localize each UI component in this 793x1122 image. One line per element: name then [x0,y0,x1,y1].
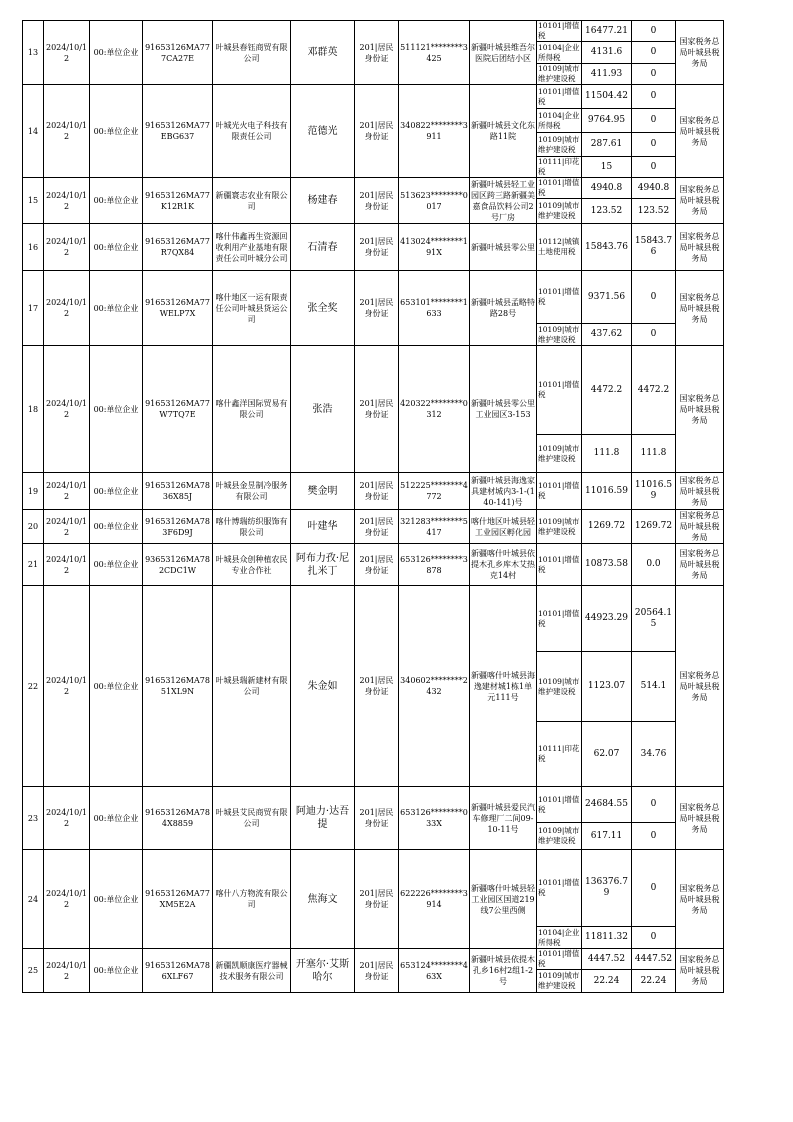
id-type-cell: 201|居民身份证 [355,787,399,850]
tax-type-cell: 10109|城市维护建设税 [537,970,582,993]
table-row [23,787,724,823]
tax-due-cell: 1269.72 [632,510,676,544]
tax-authority-cell: 国家税务总局叶城县税务局 [676,510,724,544]
tax-amount-cell: 24684.55 [582,787,632,823]
tax-due-cell: 0 [632,927,676,949]
id-number-cell: 653124********463X [399,949,470,993]
unit-type-cell: 00:单位企业 [90,586,143,787]
tax-amount-cell: 4131.6 [582,42,632,64]
tax-type-cell: 10109|城市维护建设税 [537,435,582,473]
responsible-person-cell: 阿迪力·达吾提 [291,787,355,850]
date-cell: 2024/10/12 [44,21,90,85]
id-number-cell: 653126********3878 [399,544,470,586]
address-cell: 新疆叶城县零公里 [470,224,537,271]
tax-type-cell: 10101|增值税 [537,178,582,199]
date-cell: 2024/10/12 [44,271,90,346]
company-name-cell: 叶城光火电子科技有限责任公司 [213,85,291,178]
date-cell: 2024/10/12 [44,178,90,224]
unit-type-cell: 00:单位企业 [90,21,143,85]
tax-amount-cell: 62.07 [582,722,632,787]
tax-due-cell: 123.52 [632,199,676,224]
tax-type-cell: 10101|增值税 [537,949,582,970]
tax-due-cell: 4940.8 [632,178,676,199]
unit-type-cell: 00:单位企业 [90,85,143,178]
tax-type-cell: 10101|增值税 [537,346,582,435]
row-number-cell: 18 [23,346,44,473]
tax-due-cell: 4472.2 [632,346,676,435]
id-type-cell: 201|居民身份证 [355,544,399,586]
tax-due-cell: 0.0 [632,544,676,586]
tax-amount-cell: 15843.76 [582,224,632,271]
table-row [23,510,724,544]
table-row [23,346,724,435]
tax-type-cell: 10109|城市维护建设税 [537,510,582,544]
tax-amount-cell: 44923.29 [582,586,632,652]
unit-type-cell: 00:单位企业 [90,787,143,850]
table-row [23,85,724,109]
tax-amount-cell: 287.61 [582,133,632,157]
responsible-person-cell: 焦海文 [291,850,355,949]
tax-due-cell: 20564.15 [632,586,676,652]
table-row [23,21,724,42]
id-number-cell: 321283********5417 [399,510,470,544]
address-cell: 新疆喀什叶城县轻工业园区国道219线7公里西侧 [470,850,537,949]
tax-due-cell: 0 [632,21,676,42]
credit-code-cell: 91653126MA77W7TQ7E [143,346,213,473]
row-number-cell: 24 [23,850,44,949]
date-cell: 2024/10/12 [44,510,90,544]
tax-amount-cell: 10873.58 [582,544,632,586]
table-row [23,473,724,510]
company-name-cell: 叶城县艾民商贸有限公司 [213,787,291,850]
tax-authority-cell: 国家税务总局叶城县税务局 [676,346,724,473]
tax-authority-cell: 国家税务总局叶城县税务局 [676,544,724,586]
unit-type-cell: 00:单位企业 [90,224,143,271]
tax-due-cell: 0 [632,324,676,346]
tax-due-cell: 0 [632,271,676,324]
date-cell: 2024/10/12 [44,224,90,271]
tax-amount-cell: 136376.79 [582,850,632,927]
company-name-cell: 新疆凯顺康医疗器械技术服务有限公司 [213,949,291,993]
responsible-person-cell: 樊金明 [291,473,355,510]
id-type-cell: 201|居民身份证 [355,346,399,473]
company-name-cell: 喀什八方物流有限公司 [213,850,291,949]
tax-authority-cell: 国家税务总局叶城县税务局 [676,850,724,949]
id-number-cell: 340602********2432 [399,586,470,787]
date-cell: 2024/10/12 [44,586,90,787]
tax-due-cell: 0 [632,109,676,133]
unit-type-cell: 00:单位企业 [90,850,143,949]
id-number-cell: 512225********4772 [399,473,470,510]
row-number-cell: 14 [23,85,44,178]
table-row [23,271,724,324]
tax-type-cell: 10101|增值税 [537,271,582,324]
id-type-cell: 201|居民身份证 [355,85,399,178]
tax-due-cell: 0 [632,157,676,178]
tax-type-cell: 10111|印花税 [537,157,582,178]
id-type-cell: 201|居民身份证 [355,178,399,224]
tax-type-cell: 10101|增值税 [537,21,582,42]
tax-due-cell: 4447.52 [632,949,676,970]
id-type-cell: 201|居民身份证 [355,271,399,346]
responsible-person-cell: 张全奖 [291,271,355,346]
company-name-cell: 喀什鑫洋国际贸易有限公司 [213,346,291,473]
tax-due-cell: 0 [632,42,676,64]
credit-code-cell: 91653126MA784X8859 [143,787,213,850]
tax-amount-cell: 11504.42 [582,85,632,109]
tax-amount-cell: 11811.32 [582,927,632,949]
id-number-cell: 511121********3425 [399,21,470,85]
date-cell: 2024/10/12 [44,787,90,850]
unit-type-cell: 00:单位企业 [90,949,143,993]
credit-code-cell: 91653126MA786XLF67 [143,949,213,993]
tax-authority-cell: 国家税务总局叶城县税务局 [676,224,724,271]
row-number-cell: 13 [23,21,44,85]
tax-arrears-table [22,20,724,993]
credit-code-cell: 91653126MA77EBG637 [143,85,213,178]
table-row [23,850,724,927]
credit-code-cell: 91653126MA77XM5E2A [143,850,213,949]
tax-due-cell: 0 [632,133,676,157]
tax-type-cell: 10111|印花税 [537,722,582,787]
tax-type-cell: 10109|城市维护建设税 [537,133,582,157]
tax-amount-cell: 4940.8 [582,178,632,199]
tax-amount-cell: 16477.21 [582,21,632,42]
tax-due-cell: 514.1 [632,652,676,722]
unit-type-cell: 00:单位企业 [90,473,143,510]
address-cell: 新疆叶城县海逸家具建材城内3-1-(140-141)号 [470,473,537,510]
id-type-cell: 201|居民身份证 [355,224,399,271]
tax-amount-cell: 111.8 [582,435,632,473]
tax-type-cell: 10109|城市维护建设税 [537,199,582,224]
tax-amount-cell: 9371.56 [582,271,632,324]
date-cell: 2024/10/12 [44,473,90,510]
row-number-cell: 20 [23,510,44,544]
date-cell: 2024/10/12 [44,850,90,949]
tax-amount-cell: 22.24 [582,970,632,993]
id-type-cell: 201|居民身份证 [355,21,399,85]
responsible-person-cell: 邓群英 [291,21,355,85]
credit-code-cell: 91653126MA7851XL9N [143,586,213,787]
id-number-cell: 653101********1633 [399,271,470,346]
row-number-cell: 22 [23,586,44,787]
tax-type-cell: 10109|城市维护建设税 [537,652,582,722]
company-name-cell: 叶城县瑞新建材有限公司 [213,586,291,787]
tax-amount-cell: 437.62 [582,324,632,346]
tax-authority-cell: 国家税务总局叶城县税务局 [676,85,724,178]
tax-authority-cell: 国家税务总局叶城县税务局 [676,178,724,224]
company-name-cell: 喀什伟鑫再生资源回收利用产业基地有限责任公司叶城分公司 [213,224,291,271]
id-type-cell: 201|居民身份证 [355,949,399,993]
tax-due-cell: 0 [632,823,676,850]
id-type-cell: 201|居民身份证 [355,586,399,787]
tax-authority-cell: 国家税务总局叶城县税务局 [676,787,724,850]
tax-due-cell: 34.76 [632,722,676,787]
row-number-cell: 16 [23,224,44,271]
row-number-cell: 19 [23,473,44,510]
id-number-cell: 622226********3914 [399,850,470,949]
company-name-cell: 喀什博瑞纺织服饰有限公司 [213,510,291,544]
address-cell: 新疆叶城县依提木孔乡16村2组1-2号 [470,949,537,993]
tax-due-cell: 11016.59 [632,473,676,510]
credit-code-cell: 91653126MA7836X85J [143,473,213,510]
id-number-cell: 340822********3911 [399,85,470,178]
tax-due-cell: 0 [632,787,676,823]
company-name-cell: 叶城县众创种植农民专业合作社 [213,544,291,586]
id-type-cell: 201|居民身份证 [355,850,399,949]
responsible-person-cell: 石清春 [291,224,355,271]
address-cell: 新疆喀什叶城县海逸建材城1栋1单元111号 [470,586,537,787]
tax-authority-cell: 国家税务总局叶城县税务局 [676,949,724,993]
tax-type-cell: 10109|城市维护建设税 [537,324,582,346]
row-number-cell: 25 [23,949,44,993]
unit-type-cell: 00:单位企业 [90,544,143,586]
tax-type-cell: 10104|企业所得税 [537,42,582,64]
row-number-cell: 23 [23,787,44,850]
address-cell: 新疆叶城县爱民汽车修理厂二间09-10-11号 [470,787,537,850]
credit-code-cell: 91653126MA783F6D9J [143,510,213,544]
company-name-cell: 叶城县金昱制冷服务有限公司 [213,473,291,510]
address-cell: 新疆叶城县孟略特路28号 [470,271,537,346]
tax-type-cell: 10109|城市维护建设税 [537,64,582,85]
id-number-cell: 413024********191X [399,224,470,271]
address-cell: 新疆叶城县轻工业园区跨三路新疆美嘉食品饮料公司2号厂房 [471,179,535,222]
responsible-person-cell: 朱金如 [291,586,355,787]
unit-type-cell: 00:单位企业 [90,178,143,224]
tax-type-cell: 10104|企业所得税 [537,927,582,949]
tax-amount-cell: 1123.07 [582,652,632,722]
responsible-person-cell: 杨建春 [291,178,355,224]
tax-due-cell: 0 [632,850,676,927]
tax-amount-cell: 9764.95 [582,109,632,133]
tax-type-cell: 10109|城市维护建设税 [537,823,582,850]
id-number-cell: 420322********0312 [399,346,470,473]
tax-amount-cell: 11016.59 [582,473,632,510]
tax-authority-cell: 国家税务总局叶城县税务局 [676,473,724,510]
company-name-cell: 喀什地区一运有限责任公司叶城县货运公司 [213,271,291,346]
tax-type-cell: 10101|增值税 [537,544,582,586]
unit-type-cell: 00:单位企业 [90,271,143,346]
table-row [23,544,724,586]
unit-type-cell: 00:单位企业 [90,510,143,544]
responsible-person-cell: 叶建华 [291,510,355,544]
address-cell: 喀什地区叶城县轻工业园区孵化园 [470,510,537,544]
address-cell: 新疆叶城县维吾尔医院后团结小区 [470,21,537,85]
responsible-person-cell: 范德光 [291,85,355,178]
tax-due-cell: 111.8 [632,435,676,473]
row-number-cell: 21 [23,544,44,586]
credit-code-cell: 91653126MA777CA27E [143,21,213,85]
row-number-cell: 17 [23,271,44,346]
address-cell: 新疆叶城县文化东路11院 [470,85,537,178]
table-row [23,586,724,652]
tax-authority-cell: 国家税务总局叶城县税务局 [676,271,724,346]
tax-amount-cell: 15 [582,157,632,178]
tax-due-cell: 22.24 [632,970,676,993]
credit-code-cell: 93653126MA782CDC1W [143,544,213,586]
responsible-person-cell: 开塞尔·艾斯哈尔 [291,949,355,993]
tax-type-cell: 10104|企业所得税 [537,109,582,133]
credit-code-cell: 91653126MA77K12R1K [143,178,213,224]
tax-amount-cell: 4472.2 [582,346,632,435]
table-row [23,949,724,970]
tax-type-cell: 10101|增值税 [537,787,582,823]
address-cell: 新疆喀什叶城县依提木孔乡库木艾热克14村 [470,544,537,586]
table-row [23,224,724,271]
tax-type-cell: 10101|增值税 [537,473,582,510]
tax-authority-cell: 国家税务总局叶城县税务局 [676,21,724,85]
responsible-person-cell: 阿布力孜·尼扎米丁 [291,544,355,586]
credit-code-cell: 91653126MA77WELP7X [143,271,213,346]
tax-amount-cell: 123.52 [582,199,632,224]
company-name-cell: 叶城县春钰商贸有限公司 [213,21,291,85]
address-cell: 新疆叶城县零公里工业园区3-153 [470,346,537,473]
tax-authority-cell: 国家税务总局叶城县税务局 [676,586,724,787]
id-number-cell: 653126********033X [399,787,470,850]
tax-type-cell: 10101|增值税 [537,850,582,927]
tax-amount-cell: 4447.52 [582,949,632,970]
tax-due-cell: 0 [632,85,676,109]
tax-due-cell: 15843.76 [632,224,676,271]
tax-type-cell: 10112|城镇土地使用税 [537,224,582,271]
company-name-cell: 新疆寰志农业有限公司 [213,178,291,224]
row-number-cell: 15 [23,178,44,224]
date-cell: 2024/10/12 [44,85,90,178]
date-cell: 2024/10/12 [44,346,90,473]
tax-amount-cell: 1269.72 [582,510,632,544]
responsible-person-cell: 张浩 [291,346,355,473]
credit-code-cell: 91653126MA77R7QX84 [143,224,213,271]
unit-type-cell: 00:单位企业 [90,346,143,473]
tax-amount-cell: 411.93 [582,64,632,85]
tax-due-cell: 0 [632,64,676,85]
table-row [23,178,724,199]
id-number-cell: 513623********0017 [399,178,470,224]
date-cell: 2024/10/12 [44,949,90,993]
tax-amount-cell: 617.11 [582,823,632,850]
tax-type-cell: 10101|增值税 [537,586,582,652]
date-cell: 2024/10/12 [44,544,90,586]
tax-type-cell: 10101|增值税 [537,85,582,109]
id-type-cell: 201|居民身份证 [355,510,399,544]
id-type-cell: 201|居民身份证 [355,473,399,510]
